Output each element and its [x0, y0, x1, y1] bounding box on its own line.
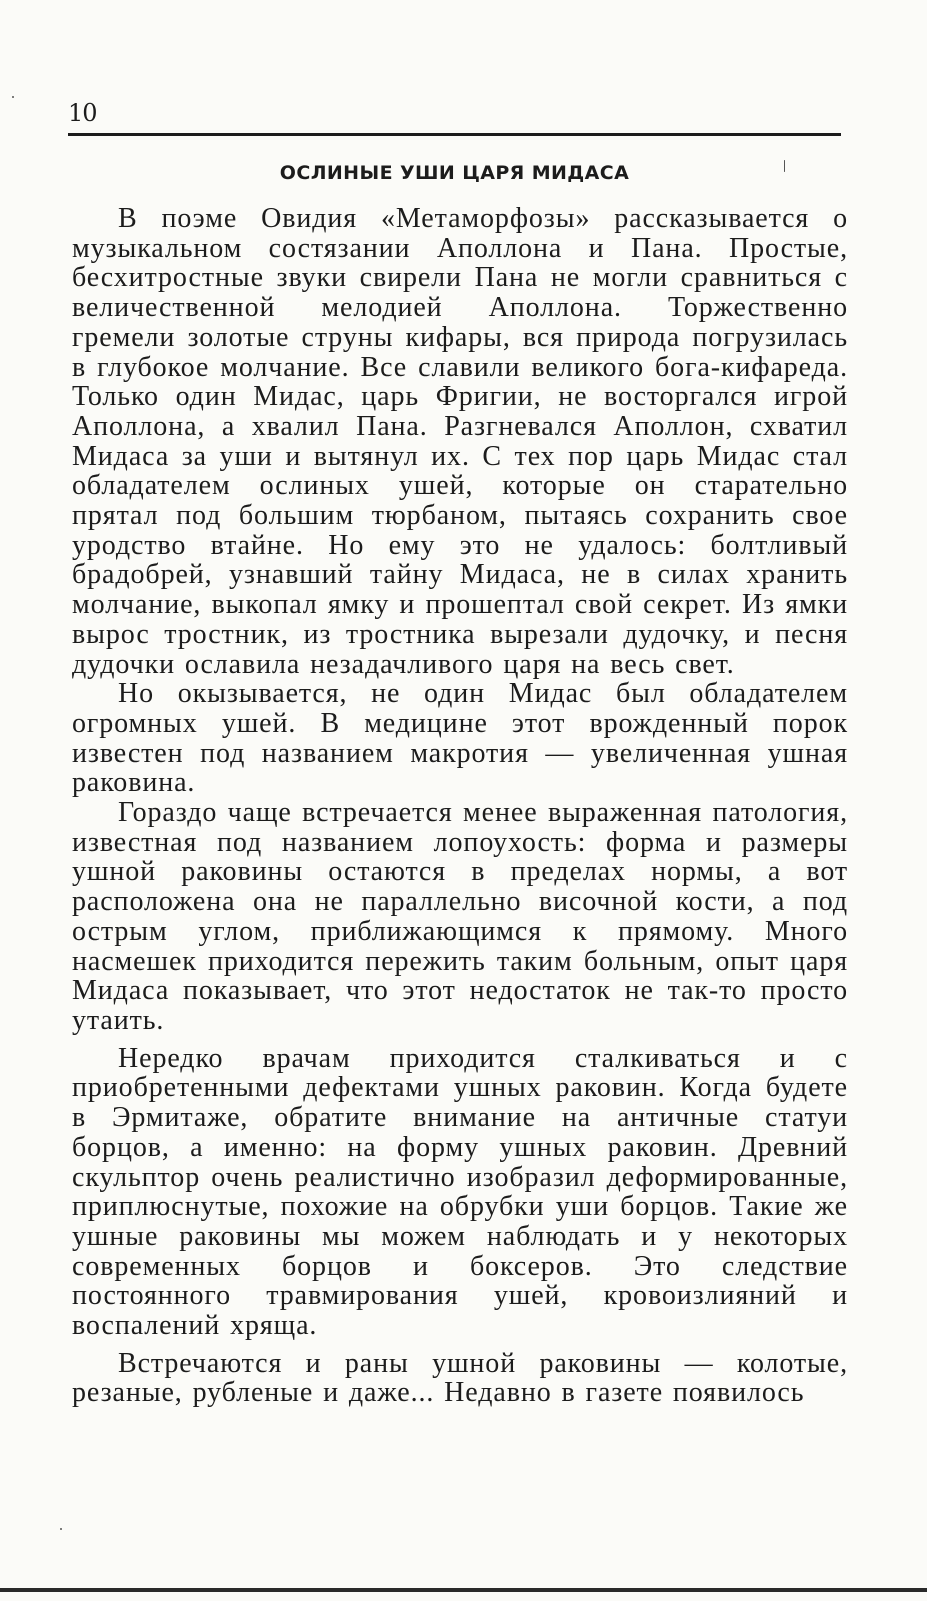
paper-speck	[12, 96, 14, 98]
paragraph-midas-myth: В поэме Овидия «Метаморфозы» рассказывается о музыкальном состязании Аполлона и Пана. Простые, бесхитростные звуки свирели Пана не могли сравниться с величественной мелодией Аполлона. Торжественно гремели золотые струны кифары, вся природа погрузилась в глубокое молчание. Все славили великого бога-кифареда. Только один Мидас, царь Фригии, не восторгался игрой Аполлона, а хвалил Пана. Разгневался Аполлон, схватил Мидаса за уши и вытянул их. С тех пор царь Мидас стал обладателем ослиных ушей, которые он старательно прятал под большим тюрбаном, пытаясь сохранить свое уродство втайне. Но ему это не удалось: болтливый брадобрей, узнавший тайну Мидаса, не в силах хранить молчание, выкопал ямку и прошептал свой секрет. Из ямки вырос тростник, из тростника вырезали дудочку, и песня дудочки ославила незадачливого царя на весь свет.	[72, 203, 848, 680]
paragraph-protruding-ears: Гораздо чаще встречается менее выраженная патология, известная под названием лопоухость: форма и размеры ушной раковины остаются в пределах нормы, а вот расположена она не параллельно височной кости, а под острым углом, приближающимся к прямому. Много насмешек приходится пережить таким больным, опыт царя Мидаса показывает, что этот недостаток не так-то просто утаить.	[72, 797, 848, 1036]
paragraph-macrotia: Но окызывается, не один Мидас был обладателем огромных ушей. В медицине этот врожденный порок известен под названием макротия — увеличенная ушная раковина.	[72, 678, 848, 799]
header-rule	[68, 133, 841, 136]
paper-speck	[60, 1528, 62, 1530]
paragraph-acquired-defects: Нередко врачам приходится сталкиваться и с приобретенными дефектами ушных раковин. Когда будете в Эрмитаже, обратите внимание на античные статуи борцов, а именно: на форму ушных раковин. Древний скульптор очень реалистично изобразил деформированные, приплюснутые, похожие на обрубки уши борцов. Такие же ушные раковины мы можем наблюдать и у некоторых современных борцов и боксеров. Это следствие постоянного травмирования ушей, кровоизлияний и воспалений хряща.	[72, 1042, 848, 1342]
section-title: ОСЛИНЫЕ УШИ ЦАРЯ МИДАСА	[279, 162, 630, 184]
paragraph-ear-wounds: Встречаются и раны ушной раковины — колотые, резаные, рубленые и даже... Недавно в газете появилось	[72, 1347, 848, 1409]
body-text	[72, 204, 848, 1408]
page-number: 10	[68, 99, 97, 127]
paper-speck	[784, 160, 785, 172]
footer-rule	[0, 1588, 927, 1592]
